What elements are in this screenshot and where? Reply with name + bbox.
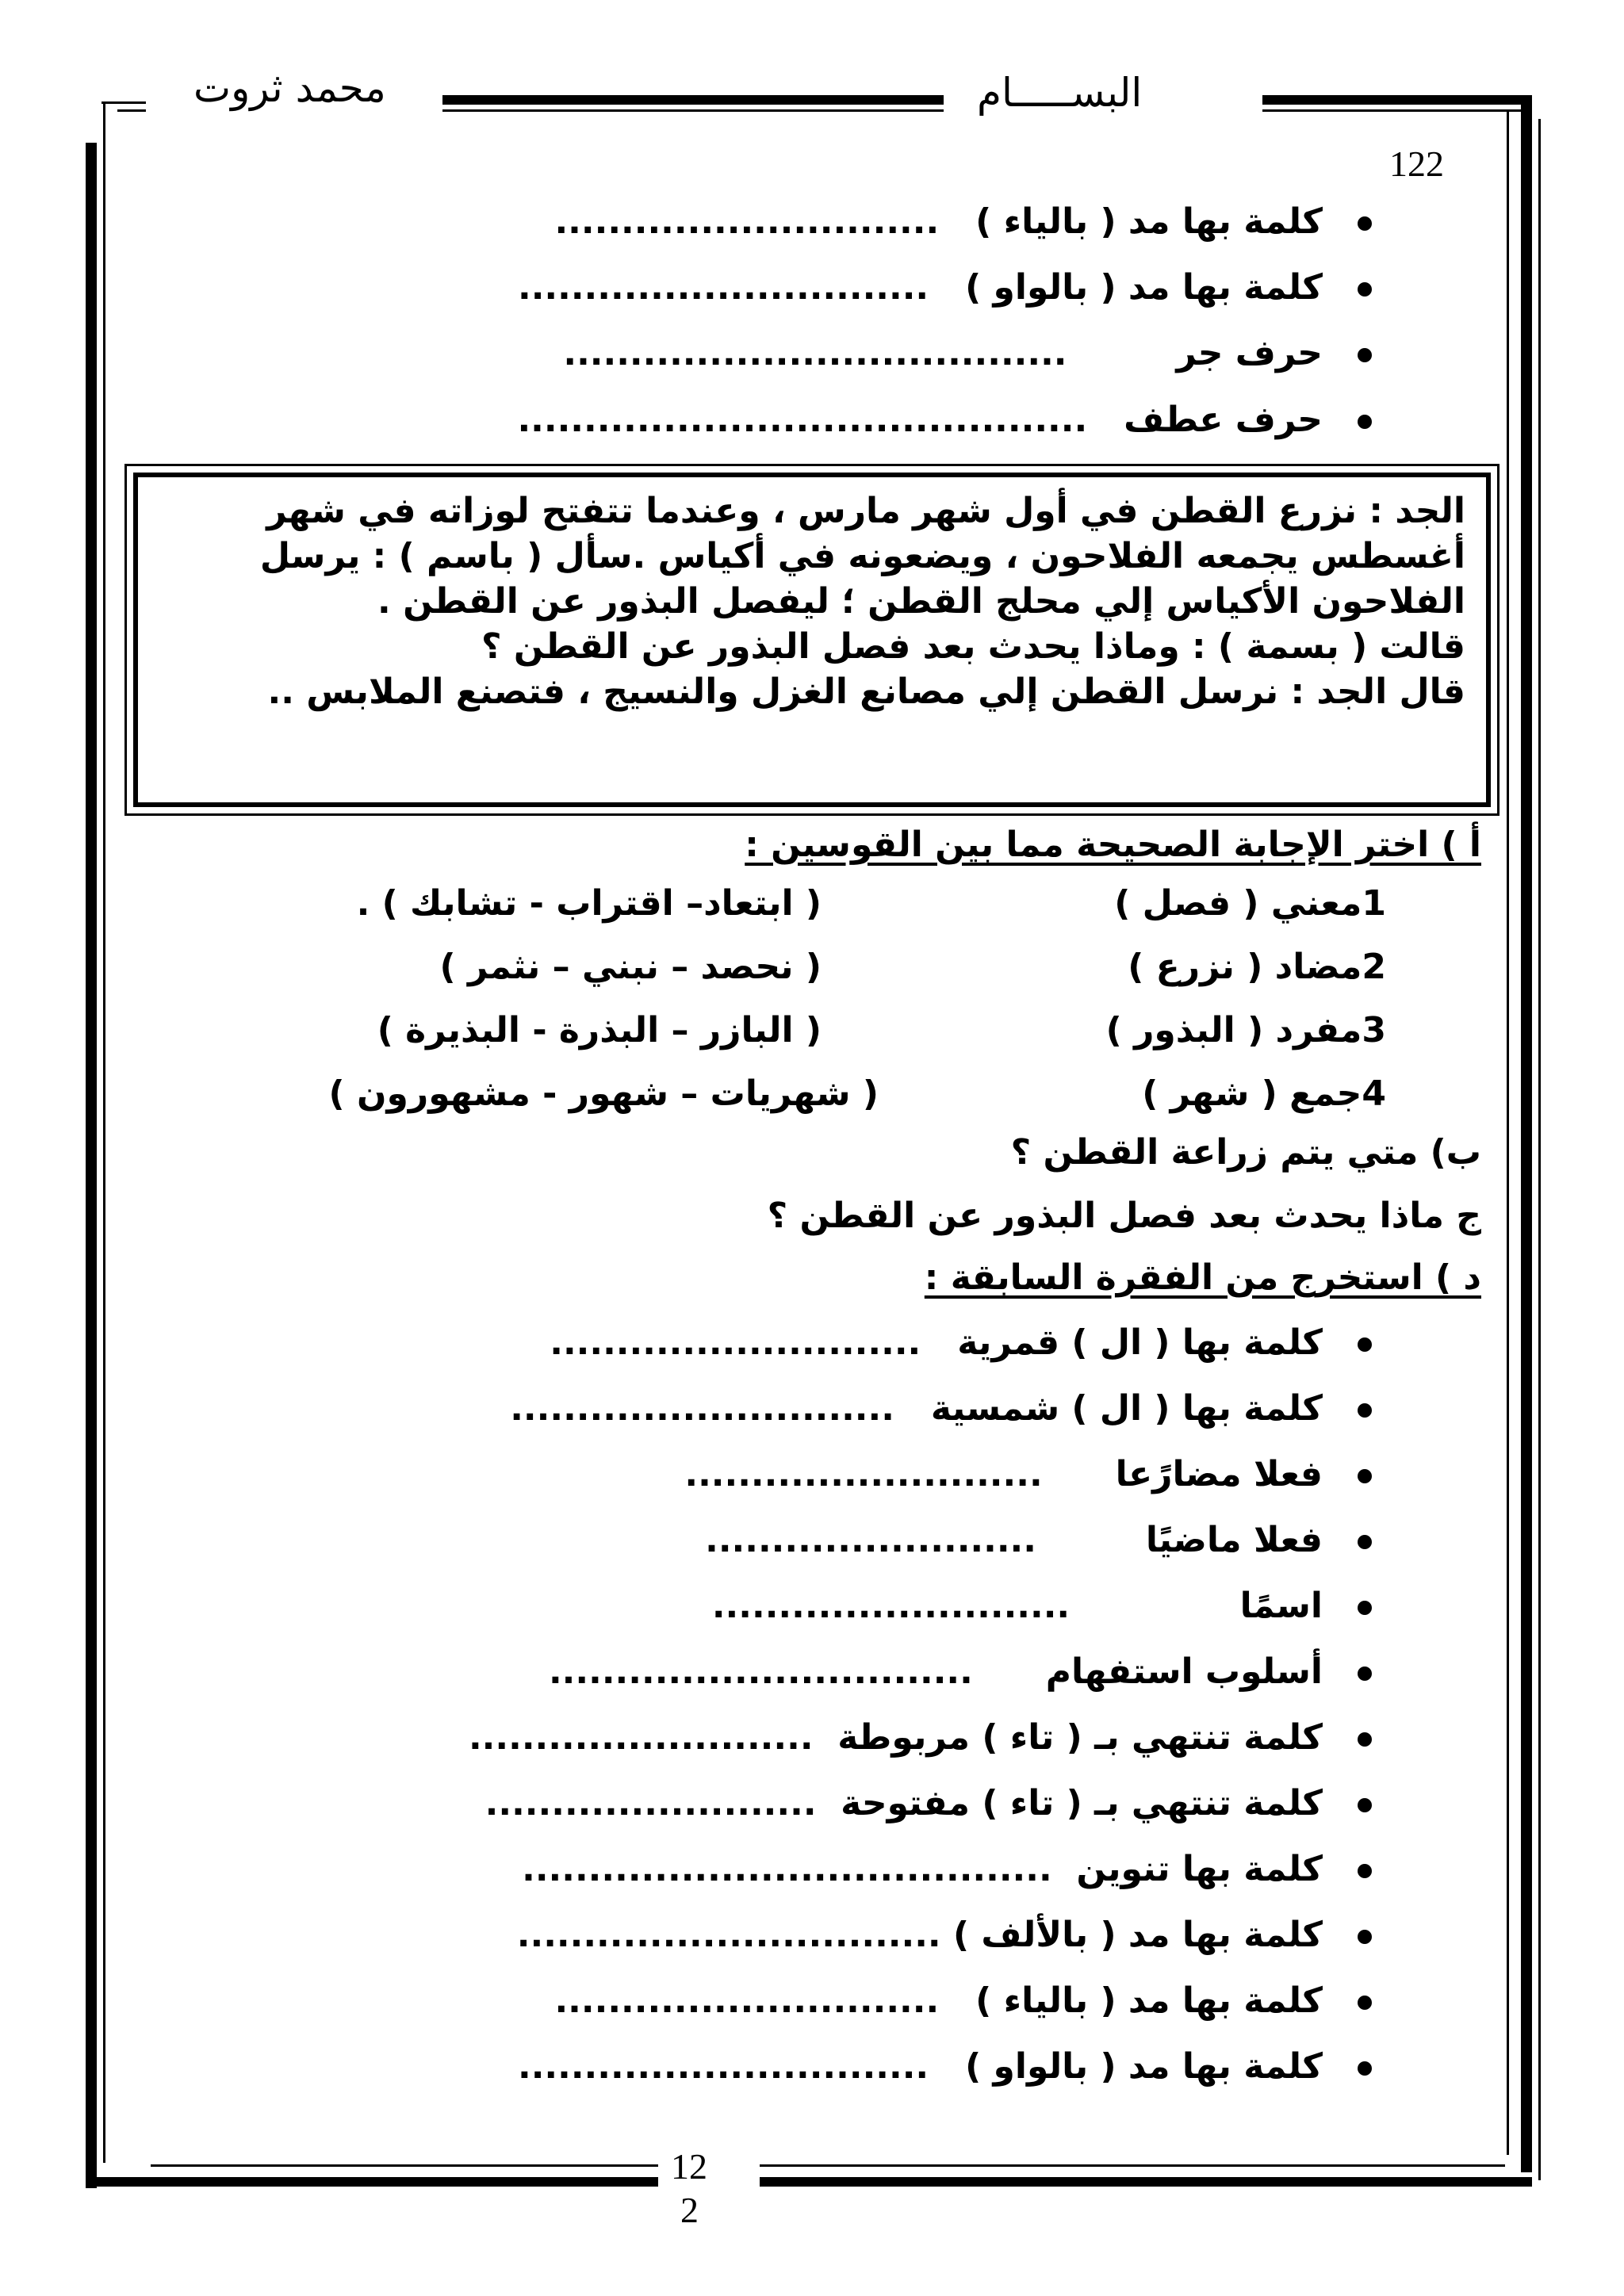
answer-blank: ...........................: [711, 1586, 1071, 1626]
question-b: ب) متي يتم زراعة القطن ؟: [1010, 1132, 1481, 1173]
question-a-title: أ ) اختر الإجابة الصحيحة مما بين القوسين :: [745, 825, 1481, 865]
bullet-icon: [1358, 1469, 1372, 1483]
item-label: كلمة بها مد ( بالياء ): [975, 201, 1323, 242]
passage-line: الفلاحون الأكياس إلي محلج القطن ؛ ليفصل البذور عن القطن .: [377, 581, 1465, 622]
frame-top-left-line2: [117, 109, 146, 112]
answer-blank: .............................: [510, 1388, 894, 1429]
list-item: [517, 2046, 1372, 2087]
header-thin-right: [1262, 109, 1527, 112]
bullet-icon: [1358, 1732, 1372, 1747]
list-item: [548, 1651, 1372, 1692]
answer-blank: ...............................: [517, 2046, 929, 2087]
bullet-icon: [1358, 415, 1372, 429]
item-label: أسلوب استفهام: [1045, 1651, 1323, 1692]
item-label: حرف عطف: [1124, 400, 1323, 440]
answer-blank: .............................: [554, 201, 940, 242]
list-item: [485, 1783, 1372, 1823]
item-label: كلمة بها مد ( بالواو ): [965, 2046, 1323, 2087]
footer-thin-right: [760, 2164, 1505, 2167]
header-bar-right: [1262, 95, 1527, 105]
header-author: محمد ثروت: [193, 65, 386, 111]
item-label: كلمة بها مد ( بالياء ): [975, 1980, 1323, 2021]
item-label: فعلا مضارًعا: [1115, 1454, 1323, 1494]
bullet-icon: [1358, 1535, 1372, 1549]
footer-page-number-cont: 2: [680, 2190, 699, 2230]
passage-line: قال الجد : نرسل القطن إلي مصانع الغزل والنسيج ، فتصنع الملابس ..: [267, 672, 1465, 712]
list-item: [711, 1586, 1372, 1626]
bullet-icon: [1358, 282, 1372, 297]
passage-line: أغسطس يجمعه الفلاحون ، ويضعونه في أكياس .سأل ( باسم ) : يرسل: [259, 536, 1465, 576]
header-title: البســـــام: [977, 70, 1143, 116]
bullet-icon: [1358, 1601, 1372, 1615]
bullet-icon: [1358, 1403, 1372, 1418]
bullet-icon: [1358, 1337, 1372, 1352]
answer-blank: ................................: [516, 1915, 941, 1955]
bullet-icon: [1358, 348, 1372, 362]
frame-right-thick: [1521, 95, 1532, 2172]
list-item: [517, 400, 1372, 440]
item-label: كلمة تنتهي بـ ( تاء ) مفتوحة: [841, 1783, 1323, 1823]
frame-right-thin: [1538, 119, 1541, 2180]
list-item: [522, 1849, 1372, 1889]
choice-options-2: ( نحصد – نبني – نثمر ): [439, 947, 822, 987]
bullet-icon: [1358, 1930, 1372, 1944]
frame-left-thin: [103, 101, 105, 2163]
list-item: [517, 267, 1372, 308]
answer-blank: ...............................: [517, 267, 929, 308]
frame-left-thick: [86, 143, 97, 2188]
choice-options-1: ( ابتعاد– اقتراب - تشابك ) .: [356, 883, 822, 924]
choice-prompt-2: 2مضاد ( نزرع ): [1128, 947, 1386, 987]
item-label: كلمة بها مد ( بالواو ): [965, 267, 1323, 308]
answer-blank: ................................: [548, 1651, 973, 1692]
footer-bar-right: [760, 2177, 1532, 2187]
bullet-icon: [1358, 1864, 1372, 1878]
choice-options-3: ( البازر – البذرة - البذيرة ): [377, 1010, 822, 1050]
bullet-icon: [1358, 2061, 1372, 2076]
list-item: [468, 1717, 1372, 1758]
item-label: فعلا ماضيًا: [1145, 1520, 1323, 1560]
item-label: اسمًا: [1239, 1586, 1323, 1626]
list-item: [516, 1915, 1372, 1955]
list-item: [510, 1388, 1372, 1429]
answer-blank: ...........................: [684, 1454, 1043, 1494]
question-d-title: د ) استخرج من الفقرة السابقة :: [924, 1257, 1481, 1298]
item-label: كلمة بها ( ال ) قمرية: [957, 1322, 1323, 1363]
list-item: [550, 1322, 1372, 1363]
passage-line: قالت ( بسمة ) : وماذا يحدث بعد فصل البذور عن القطن ؟: [481, 626, 1465, 667]
answer-blank: ...........................................: [517, 400, 1088, 440]
item-label: كلمة بها مد ( بالألف ): [952, 1915, 1323, 1955]
answer-blank: .............................: [554, 1980, 940, 2021]
item-label: كلمة تنتهي بـ ( تاء ) مربوطة: [837, 1717, 1323, 1758]
footer-bar-corner: [86, 2177, 157, 2187]
answer-blank: ............................: [550, 1322, 921, 1363]
item-label: كلمة بها ( ال ) شمسية: [930, 1388, 1323, 1429]
answer-blank: ......................................: [563, 333, 1067, 373]
answer-blank: .........................: [705, 1520, 1036, 1560]
footer-page-number: 12: [671, 2146, 707, 2187]
list-item: [705, 1520, 1372, 1560]
bullet-icon: [1358, 1667, 1372, 1681]
reading-passage-box: [133, 473, 1491, 807]
bullet-icon: [1358, 1996, 1372, 2010]
choice-prompt-3: 3مفرد ( البذور ): [1105, 1010, 1386, 1050]
passage-line: الجد : نزرع القطن في أول شهر مارس ، وعندما تتفتح لوزاته في شهر: [266, 491, 1465, 531]
answer-blank: ........................................: [522, 1849, 1052, 1889]
question-c: ج ماذا يحدث بعد فصل البذور عن القطن ؟: [767, 1196, 1481, 1236]
frame-top-left-line: [102, 101, 146, 104]
page-number: 122: [1389, 144, 1444, 184]
frame-right-inner: [1507, 109, 1509, 2155]
answer-blank: .........................: [485, 1783, 817, 1823]
bullet-icon: [1358, 216, 1372, 231]
footer-bar-left: [151, 2177, 658, 2187]
header-bar-middle: [442, 95, 944, 105]
choice-options-4: ( شهريات – شهور - مشهورون ): [328, 1073, 879, 1114]
list-item: [563, 333, 1372, 373]
choice-prompt-1: 1معني ( فصل ): [1114, 883, 1386, 924]
choice-prompt-4: 4جمع ( شهر ): [1142, 1073, 1386, 1114]
list-item: [684, 1454, 1372, 1494]
bullet-icon: [1358, 1798, 1372, 1812]
list-item: [554, 201, 1372, 242]
item-label: حرف جر: [1176, 333, 1323, 373]
answer-blank: ..........................: [468, 1717, 814, 1758]
reading-passage: [138, 477, 1486, 721]
item-label: كلمة بها تنوين: [1076, 1849, 1323, 1889]
list-item: [554, 1980, 1372, 2021]
footer-thin-left: [151, 2164, 658, 2167]
header-thin-middle: [442, 109, 944, 112]
